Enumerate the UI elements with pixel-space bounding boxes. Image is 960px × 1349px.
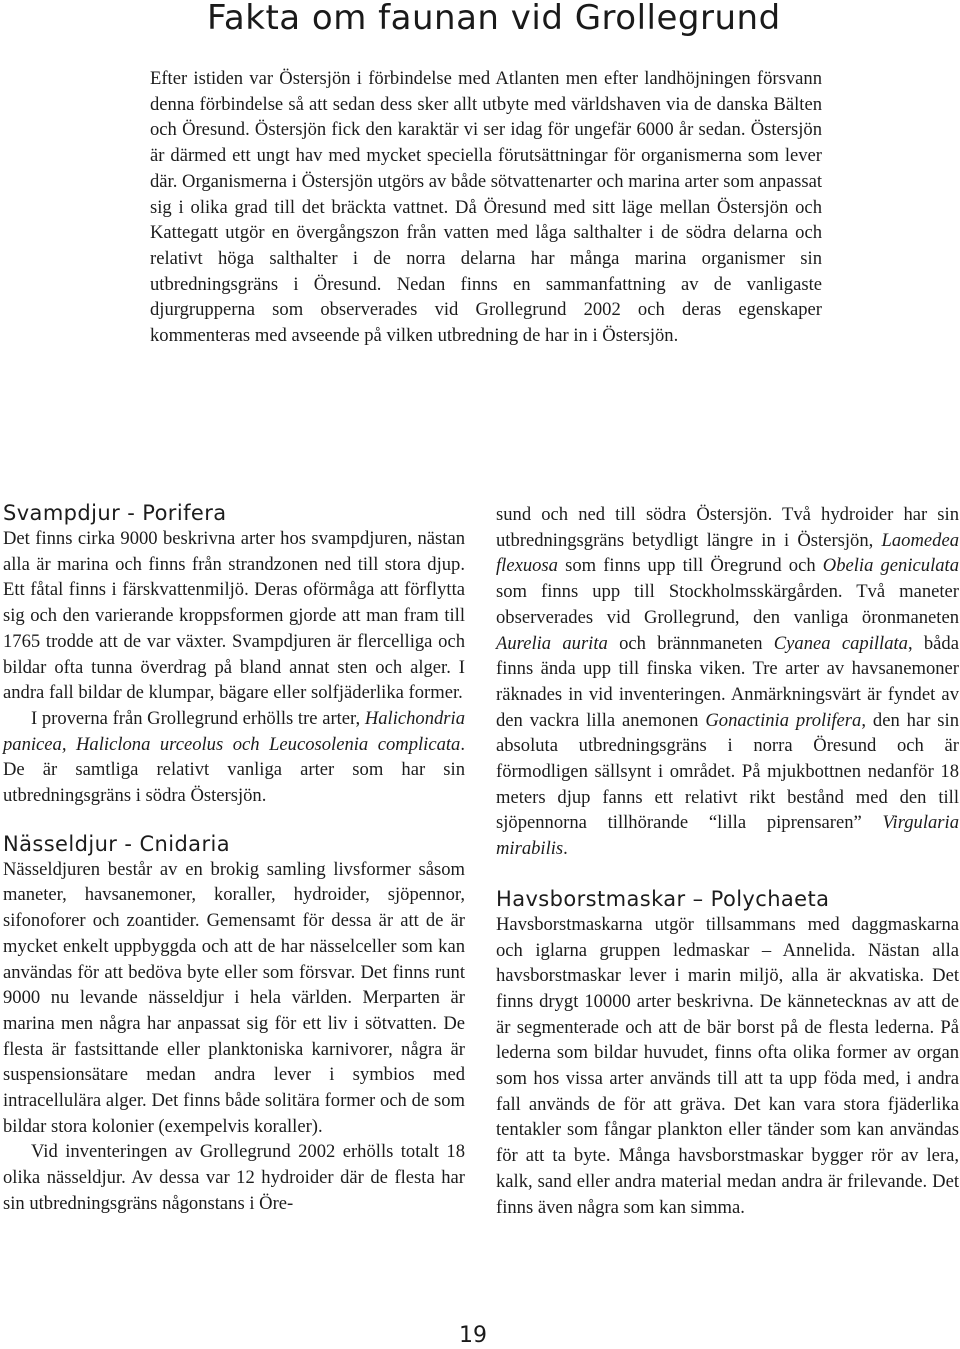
species-gonactinia: Gonactinia prolifera bbox=[705, 709, 862, 731]
cnidaria-text-4: , båda finns ända upp till finska viken. Tre arter av havsanemoner räknades in vid inventeringen. Anmärkningsvärt är fyndet av den vackra lilla anemonen bbox=[496, 632, 959, 731]
left-column bbox=[3, 500, 465, 1217]
species-obelia: Obelia geniculata bbox=[822, 555, 959, 577]
cnidaria-paragraph-1: Nässeldjuren består av en brokig samling livsformer såsom maneter, havsanemoner, koraller, hydroider, sjöpennor, sifonoforer och zoantider. Gemensamt för dessa är att de är mycket enkelt uppbyggda och att de har nässelceller som kan användas för att bedöva byte eller som försvar. Det finns runt 9000 nu levande nässeldjur i hela världen. Merparten är marina men några har anpassat sig för ett liv i sötvatten. De flesta är fastsittande eller planktoniska karnivorer, några är suspensionsätare medan andra lever i symbios med intracellulära alger. Det finns både solitära former och de som bildar stora kolonier (exempelvis koraller). bbox=[3, 858, 465, 1137]
species-virgularia: Virgularia mirabilis bbox=[496, 812, 959, 860]
right-column bbox=[496, 502, 959, 1220]
porifera-text-before: I proverna från Grollegrund erhölls tre arter, bbox=[31, 707, 365, 729]
porifera-heading: Svampdjur - Porifera bbox=[3, 501, 227, 525]
cnidaria-paragraph-2-continued bbox=[496, 502, 959, 862]
cnidaria-text-6: . bbox=[563, 838, 568, 860]
cnidaria-text-5: , den har sin absoluta utbredningsgräns i norra Öresund och är förmodligen sällsynt i området. På mjukbottnen nedanför 18 meters djup fanns ett relativt rikt bestånd med den till sjöpennorna tillhörande “lilla piprensaren” bbox=[496, 709, 959, 834]
porifera-paragraph-2 bbox=[3, 706, 465, 809]
cnidaria-paragraph-2: Vid inventeringen av Grollegrund 2002 erhölls totalt 18 olika nässeldjur. Av dessa var 12 hydroider där de flesta har sin utbredningsgräns någonstans i Öre- bbox=[3, 1141, 465, 1214]
species-cyanea: Cyanea capillata bbox=[773, 632, 908, 654]
cnidaria-text-2: som finns upp till Stockholmsskärgården. Två maneter observerades vid Grollegrund, den vanliga öronmaneten bbox=[496, 581, 959, 628]
page-title: Fakta om faunan vid Grollegrund bbox=[207, 0, 781, 38]
cnidaria-text-1: som finns upp till Öregrund och bbox=[557, 555, 823, 577]
species-laomedea: Laomedea flexuosa bbox=[496, 529, 959, 577]
polychaeta-heading: Havsborstmaskar – Polychaeta bbox=[496, 886, 830, 911]
porifera-text-after: . De är samtliga relativt vanliga arter som har sin utbredningsgräns i södra Östersjön. bbox=[3, 733, 465, 807]
porifera-species-names: Halichondria panicea, Haliclona urceolus och Leucosolenia complicata bbox=[3, 707, 466, 755]
intro-paragraph: Efter istiden var Östersjön i förbindelse med Atlanten men efter landhöjningen försvann denna förbindelse så att sedan dess sker allt utbyte med världshaven via de danska Bälten och Öresund. Östersjön fick den karaktär vi ser idag för ungefär 6000 år sedan. Östersjön är därmed ett ungt hav med mycket speciella förutsättningar för organismerna som lever där. Organismerna i Östersjön utgörs av både sötvattenarter och marina arter som anpassat sig i olika grad till det bräckta vattnet. Då Öresund med sitt läge mellan Östersjön och Kattegatt utgör en övergångszon från vatten med låga salthalter i de södra delarna och relativt höga salthalter i de norra delarna har många marina organismer sin utbredningsgräns i Öresund. Nedan finns en sammanfattning av de vanligaste djurgrupperna som observerades vid Grollegrund 2002 och deras egenskaper kommenteras med avseende på vilken utbredning de har in i Östersjön. bbox=[150, 68, 822, 347]
species-aurelia: Aurelia aurita bbox=[496, 632, 608, 654]
cnidaria-heading: Nässeldjur - Cnidaria bbox=[3, 831, 230, 856]
page-number: 19 bbox=[459, 1323, 487, 1348]
cnidaria-text-3: och brännmaneten bbox=[607, 632, 774, 654]
cnidaria-text-0: sund och ned till södra Östersjön. Två hydroider har sin utbredningsgräns betydligt längre in i Östersjön, bbox=[496, 504, 959, 551]
polychaeta-paragraph-1: Havsborstmaskarna utgör tillsammans med daggmaskarna och iglarna gruppen ledmaskar – Annelida. Nästan alla havsborstmaskar lever i marin miljö, alla är akvatiska. Det finns drygt 10000 arter beskrivna. De kännetecknas av att de är segmenterade och att de bär borst på de flesta lederna. På lederna som bildar huvudet, finns ofta olika former av organ som hos vissa arter används till att ta upp föda med, i andra fall används de för att gräva. Det kan vara stora fjäderlika tentakler som fångar plankton eller tänder som kan användas för att ta byte. Många havsborstmaskar bygger rör av lera, kalk, sand eller andra material medan andra är frilevande. Det finns även några som kan simma. bbox=[496, 913, 959, 1218]
porifera-paragraph-1: Det finns cirka 9000 beskrivna arter hos svampdjuren, nästan alla är marina och finns från strandzonen ned till stora djup. Ett fåtal finns i färskvattenmiljö. Deras oförmåga att förflytta sig och den varierande kroppsformen gjorde att man fram till 1765 trodde att de var växter. Svampdjuren är flercelliga och bildar ofta tunna överdrag på bland annat sten och alger. I andra fall bildar de klumpar, bägare eller solfjäderlika former. bbox=[3, 528, 465, 704]
